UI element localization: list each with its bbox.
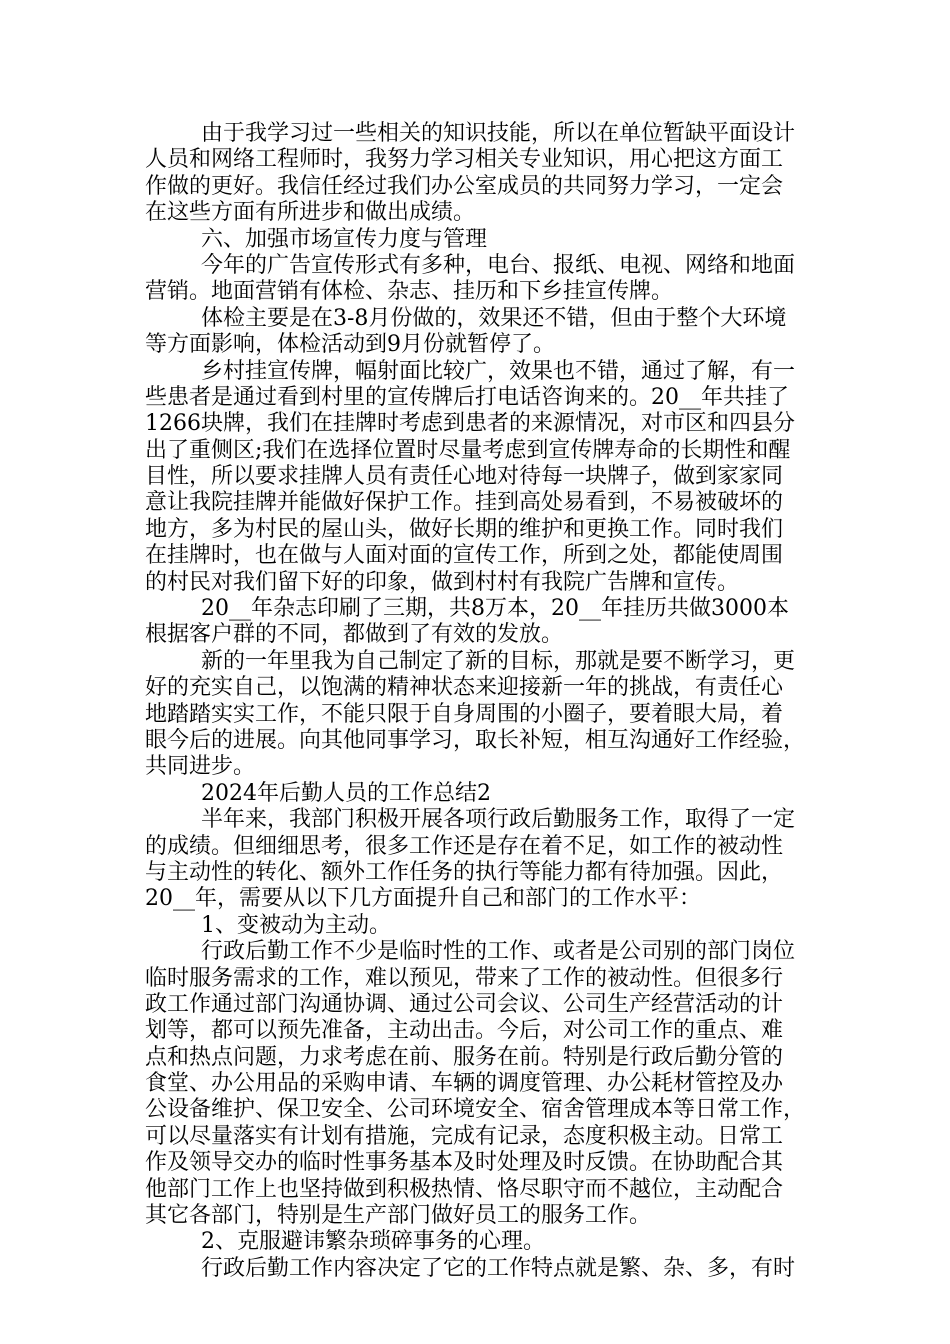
paragraph-p13 xyxy=(145,1256,825,1282)
text-line: 作及领导交办的临时性事务基本及时处理及时反馈。在协助配合其 xyxy=(145,1150,784,1176)
text-line: 些患者是通过看到村里的宣传牌后打电话咨询来的。20__年共挂了 xyxy=(145,384,789,410)
paragraph-p4 xyxy=(145,306,825,359)
paragraph-p5 xyxy=(145,359,825,597)
text-line: 公设备维护、保卫安全、公司环境安全、宿舍管理成本等日常工作， xyxy=(145,1097,806,1123)
paragraph-p10 xyxy=(145,913,825,939)
text-line: 临时服务需求的工作，难以预见，带来了工作的被动性。但很多行 xyxy=(145,965,784,991)
paragraph-p11 xyxy=(145,939,825,1229)
text-line: 目性，所以要求挂牌人员有责任心地对待每一块牌子，做到家家同 xyxy=(145,464,784,490)
text-line: 好的充实自己，以饱满的精神状态来迎接新一年的挑战，有责任心 xyxy=(145,675,784,701)
document-body xyxy=(145,121,825,1282)
text-line: 根据客户群的不同，都做到了有效的发放。 xyxy=(145,622,564,648)
text-line: 2024年后勤人员的工作总结2 xyxy=(201,780,491,806)
text-line: 共同进步。 xyxy=(145,754,256,780)
text-line: 半年来，我部门积极开展各项行政后勤服务工作，取得了一定 xyxy=(201,807,796,833)
text-line: 地方，多为村民的屋山头，做好长期的维护和更换工作。同时我们 xyxy=(145,516,784,542)
text-line: 地踏踏实实工作，不能只限于自身周围的小圈子，要着眼大局，着 xyxy=(145,701,784,727)
text-line: 20__年，需要从以下几方面提升自己和部门的工作水平： xyxy=(145,886,701,912)
text-line: 划等，都可以预先准备，主动出击。今后，对公司工作的重点、难 xyxy=(145,1018,784,1044)
text-line: 可以尽量落实有计划有措施，完成有记录，态度积极主动。日常工 xyxy=(145,1123,784,1149)
text-line: 其它各部门，特别是生产部门做好员工的服务工作。 xyxy=(145,1203,652,1229)
text-line: 营销。地面营销有体检、杂志、挂历和下乡挂宣传牌。 xyxy=(145,279,674,305)
text-line: 点和热点问题，力求考虑在前、服务在前。特别是行政后勤分管的 xyxy=(145,1044,784,1070)
text-line: 1、变被动为主动。 xyxy=(201,912,391,938)
text-line: 与主动性的转化、额外工作任务的执行等能力都有待加强。因此， xyxy=(145,859,784,885)
paragraph-p3 xyxy=(145,253,825,306)
text-line: 意让我院挂牌并能做好保护工作。挂到高处易看到，不易被破坏的 xyxy=(145,490,784,516)
text-line: 他部门工作上也坚持做到积极热情、恪尽职守而不越位，主动配合 xyxy=(145,1176,784,1202)
paragraph-p12 xyxy=(145,1229,825,1255)
text-line: 今年的广告宣传形式有多种，电台、报纸、电视、网络和地面 xyxy=(201,252,796,278)
text-line: 行政后勤工作内容决定了它的工作特点就是繁、杂、多，有时 xyxy=(201,1255,796,1281)
text-line: 作做的更好。我信任经过我们办公室成员的共同努力学习，一定会 xyxy=(145,173,784,199)
paragraph-p6 xyxy=(145,596,825,649)
text-line: 人员和网络工程师时，我努力学习相关专业知识，用心把这方面工 xyxy=(145,147,784,173)
text-line: 政工作通过部门沟通协调、通过公司会议、公司生产经营活动的计 xyxy=(145,991,784,1017)
paragraph-p2 xyxy=(145,227,825,253)
text-line: 2、克服避讳繁杂琐碎事务的心理。 xyxy=(201,1229,545,1255)
text-line: 等方面影响，体检活动到9月份就暂停了。 xyxy=(145,332,555,358)
text-line: 1266块牌，我们在挂牌时考虑到患者的来源情况，对市区和四县分 xyxy=(145,411,795,437)
text-line: 食堂、办公用品的采购申请、车辆的调度管理、办公耗材管控及办 xyxy=(145,1071,784,1097)
text-line: 由于我学习过一些相关的知识技能，所以在单位暂缺平面设计 xyxy=(201,121,796,146)
text-line: 乡村挂宣传牌，幅射面比较广，效果也不错，通过了解，有一 xyxy=(201,358,796,384)
text-line: 六、加强市场宣传力度与管理 xyxy=(201,226,488,252)
text-line: 20__年杂志印刷了三期，共8万本，20__年挂历共做3000本 xyxy=(201,596,789,622)
text-line: 在挂牌时，也在做与人面对面的宣传工作，所到之处，都能使周围 xyxy=(145,543,784,569)
text-line: 的村民对我们留下好的印象，做到村村有我院广告牌和宣传。 xyxy=(145,569,740,595)
paragraph-p1 xyxy=(145,121,825,227)
paragraph-p9 xyxy=(145,807,825,913)
text-line: 的成绩。但细细思考，很多工作还是存在着不足，如工作的被动性 xyxy=(145,833,784,859)
paragraph-p8 xyxy=(145,781,825,807)
text-line: 新的一年里我为自己制定了新的目标，那就是要不断学习，更 xyxy=(201,648,796,674)
text-line: 体检主要是在3-8月份做的，效果还不错，但由于整个大环境 xyxy=(201,305,787,331)
paragraph-p7 xyxy=(145,649,825,781)
text-line: 眼今后的进展。向其他同事学习，取长补短，相互沟通好工作经验， xyxy=(145,727,806,753)
text-line: 出了重侧区;我们在选择位置时尽量考虑到宣传牌寿命的长期性和醒 xyxy=(145,437,791,463)
text-line: 在这些方面有所进步和做出成绩。 xyxy=(145,200,476,226)
text-line: 行政后勤工作不少是临时性的工作、或者是公司别的部门岗位 xyxy=(201,939,796,965)
